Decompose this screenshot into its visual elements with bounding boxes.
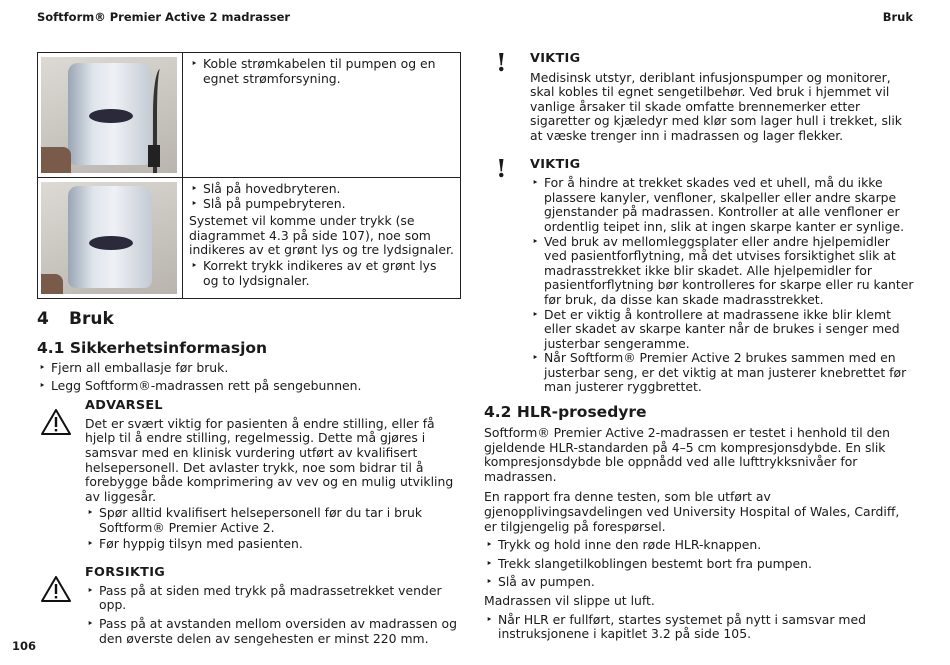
bullet: ‣ For å hindre at trekket skades ved et uhell, må du ikke plassere kanyler, venfloner, skalpeller eller andre skarpe gjenstander på madrassen. Kontroller at alle venfloner er ordentlig teipet inn, slik at ingen skarpe kanter er synlige. bbox=[530, 176, 914, 234]
left-column bbox=[37, 52, 461, 646]
caution-title: FORSIKTIG bbox=[85, 565, 166, 581]
exclamation-icon: ! bbox=[496, 48, 507, 77]
bullet: ‣ Når Softform® Premier Active 2 brukes sammen med en justerbar seng, er det viktig at man justerer knebrettet før man justerer ryggbrettet. bbox=[530, 351, 914, 395]
hlr-paragraph-2: En rapport fra denne testen, som ble utført av gjenopplivingsavdelingen ved University Hospital of Wales, Cardiff, er tilgjengelig på forespørsel. bbox=[484, 489, 900, 534]
section-heading: 4 Bruk bbox=[37, 309, 114, 329]
warning-triangle-icon bbox=[41, 409, 71, 435]
bullet: ‣ Ved bruk av mellomleggsplater eller andre hjelpemidler ved pasientforflytning, må det utvises forsiktighet slik at madrasstrekket ikke blir skadet. Alle hjelpemidler for pasientforflytning bør kontrolleres for skarpe eller ru kanter før bruk, da disse kan skade madrasstrekket. bbox=[530, 235, 914, 308]
viktig-block-2 bbox=[482, 153, 914, 396]
bullet: ‣ Før hyppig tilsyn med pasienten. bbox=[85, 537, 461, 552]
bullet: ‣ Spør alltid kvalifisert helsepersonell før du tar i bruk Softform® Premier Active 2. bbox=[85, 506, 461, 535]
bullet: ‣ Koble strømkabelen til pumpen og en egnet strømforsyning. bbox=[189, 57, 455, 86]
bullet: ‣ Pass på at avstanden mellom oversiden av madrassen og den øverste delen av sengehesten er minst 220 mm. bbox=[85, 617, 461, 646]
pump-cable-photo bbox=[41, 57, 177, 173]
bullet: ‣ Legg Softform®-madrassen rett på sengebunnen. bbox=[37, 379, 461, 394]
warning-text: Det er svært viktig for pasienten å endre stilling, eller få hjelp til å endre stilling, regelmessig. Dette må gjøres i samsvar med en klinisk vurdering utført av kvalifisert helsepersonell. Det avlaster trykk, noe som bidrar til å forebygge både komprimering av vev og en mulig utvikling av liggesår. bbox=[85, 415, 454, 504]
running-header-section: Bruk bbox=[882, 10, 913, 24]
bullet: ‣ Slå av pumpen. bbox=[484, 575, 914, 590]
important-title: VIKTIG bbox=[530, 156, 581, 172]
pump-switch-photo bbox=[41, 182, 177, 294]
forsiktig-block bbox=[37, 566, 461, 646]
exclamation-icon: ! bbox=[496, 153, 507, 183]
bullet: ‣ Trykk og hold inne den røde HLR-knappen. bbox=[484, 538, 914, 553]
viktig-block-1 bbox=[482, 48, 914, 144]
step-row-switches bbox=[38, 178, 461, 299]
important-text: Medisinsk utstyr, deriblant infusjonspumper og monitorer, skal kobles til egnet sengetilbehør. Ved bruk i hjemmet vil vanlige årsaker til skade omfatte brennemerker etter sigaretter og kjæledyr med klør som lager hull i trekket, slik at væske trenger inn i madrassen og lager flekker. bbox=[530, 69, 902, 143]
setup-steps-table bbox=[37, 52, 461, 299]
bullet: ‣ Når HLR er fullført, startes systemet på nytt i samsvar med instruksjonene i kapitlet 3.2 på side 105. bbox=[484, 613, 914, 642]
important-title: VIKTIG bbox=[530, 51, 581, 66]
bullet: ‣ Pass på at siden med trykk på madrassetrekket vender opp. bbox=[85, 584, 461, 613]
right-column bbox=[484, 48, 914, 642]
hlr-paragraph-1: Softform® Premier Active 2-madrassen er testet i henhold til den gjeldende HLR-standarden på 4–5 cm kompresjonsdybde. En slik kompresjonsdybde ble oppnådd ved alle lufttrykksnivåer for madrassen. bbox=[484, 425, 890, 484]
bullet: ‣ Trekk slangetilkoblingen bestemt bort fra pumpen. bbox=[484, 557, 914, 572]
bullet: ‣ Slå på pumpebryteren. bbox=[189, 197, 455, 212]
advarsel-block bbox=[37, 399, 461, 551]
running-header-title: Softform® Premier Active 2 madrasser bbox=[37, 10, 291, 24]
bullet: ‣ Fjern all emballasje før bruk. bbox=[37, 361, 461, 376]
page-number: 106 bbox=[12, 639, 37, 654]
warning-title: ADVARSEL bbox=[85, 398, 163, 414]
step-row-power bbox=[38, 53, 461, 178]
deflate-note: Madrassen vil slippe ut luft. bbox=[484, 593, 655, 608]
bullet: ‣ Slå på hovedbryteren. bbox=[189, 182, 455, 197]
pressure-note: Systemet vil komme under trykk (se diagrammet 4.3 på side 107), noe som indikeres av et grønt lys og tre lydsignaler. bbox=[189, 213, 454, 258]
subsection-heading-4-1: 4.1 Sikkerhetsinformasjon bbox=[37, 339, 268, 357]
bullet: ‣ Korrekt trykk indikeres av et grønt lys og to lydsignaler. bbox=[189, 259, 455, 288]
bullet: ‣ Det er viktig å kontrollere at madrassene ikke blir klemt eller skadet av skarpe kanter når de brukes i senger med justerbar sengeramme. bbox=[530, 308, 914, 352]
caution-triangle-icon bbox=[41, 576, 71, 602]
subsection-heading-4-2: 4.2 HLR-prosedyre bbox=[484, 403, 647, 422]
